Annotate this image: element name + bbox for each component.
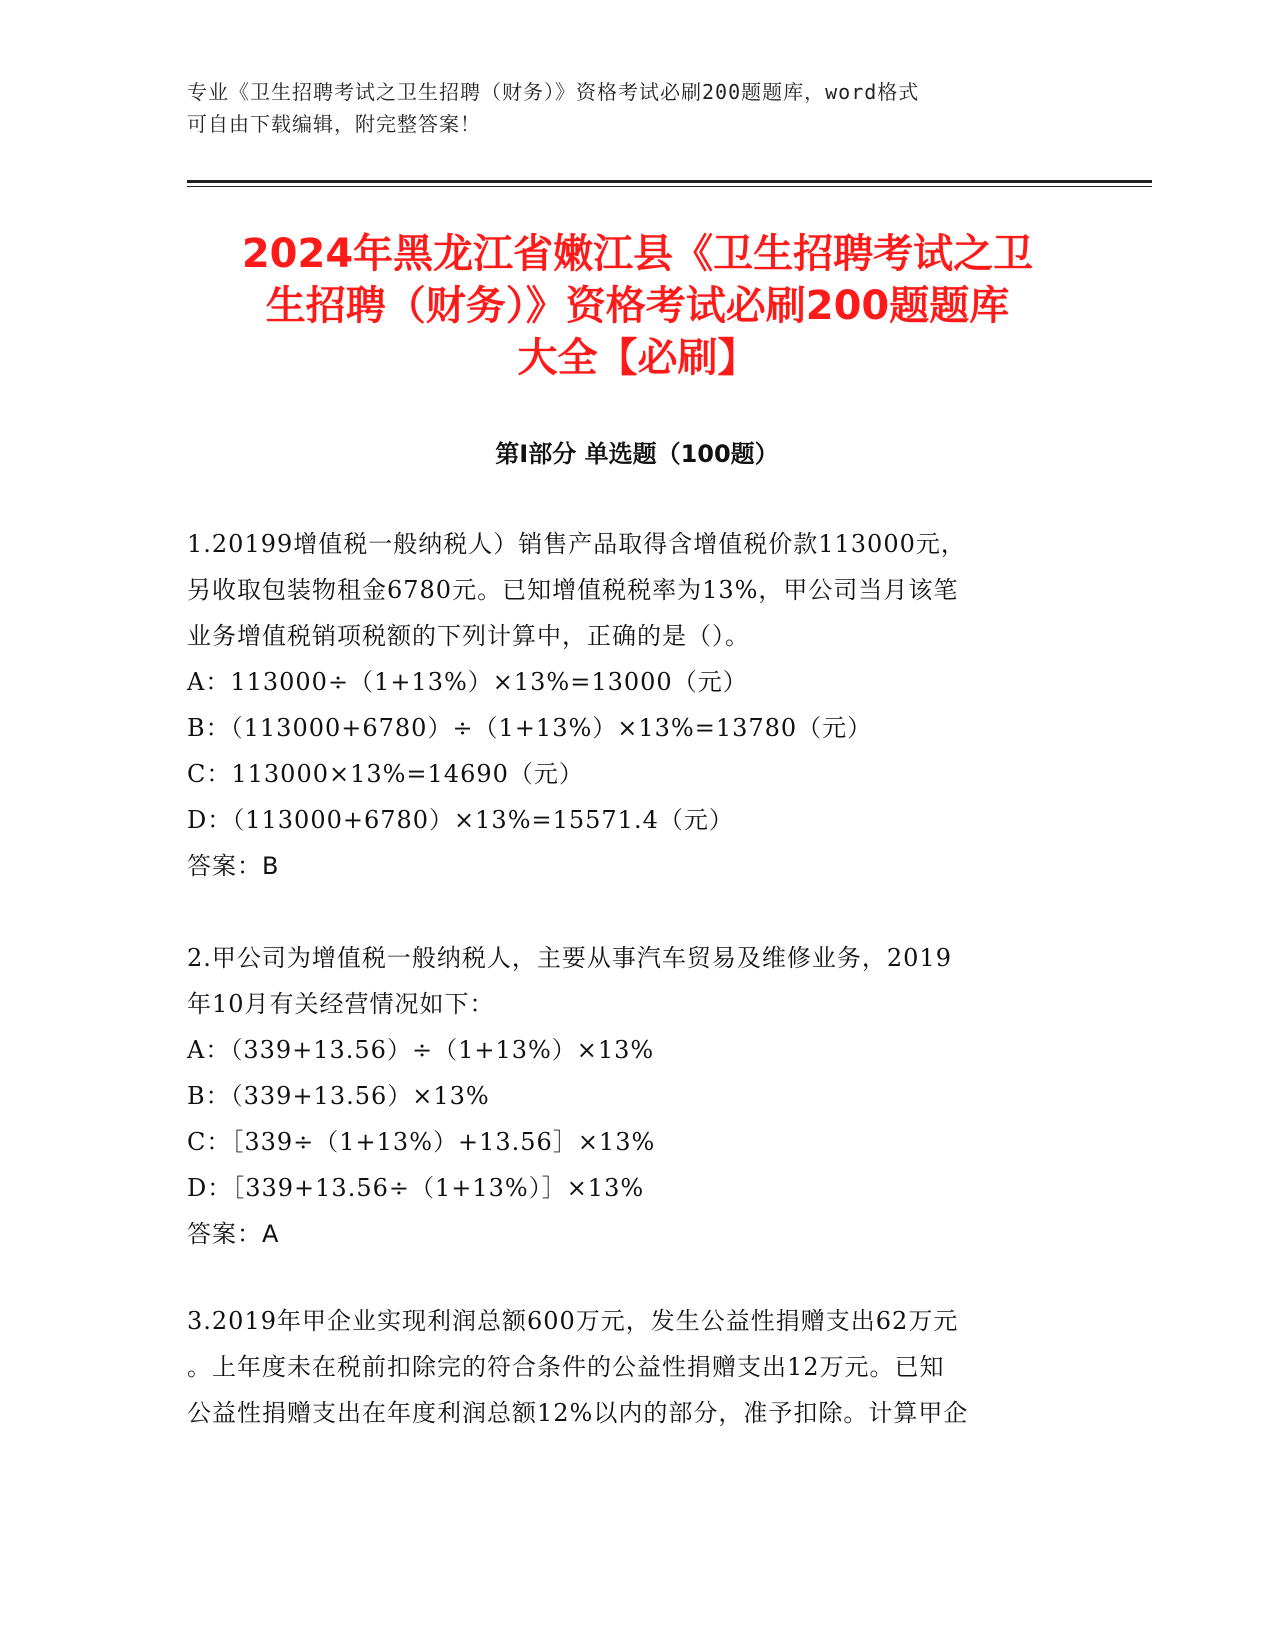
question-stem-line: 。上年度未在税前扣除完的符合条件的公益性捐赠支出12万元。已知 <box>187 1353 945 1381</box>
title-line: 生招聘（财务）》资格考试必刷200题题库 <box>265 283 1010 329</box>
document-title <box>170 228 1105 384</box>
question-3 <box>187 1298 1077 1436</box>
question-stem-line: 1.20199增值税一般纳税人）销售产品取得含增值税价款113000元， <box>187 530 966 558</box>
option-a: A：113000÷（1+13%）×13%=13000（元） <box>187 668 748 696</box>
header-note <box>187 76 1067 140</box>
header-rule-thin <box>187 186 1152 187</box>
title-line: 2024年黑龙江省嫩江县《卫生招聘考试之卫 <box>241 231 1034 277</box>
option-a: A：（339+13.56）÷（1+13%）×13% <box>187 1036 655 1064</box>
question-2 <box>187 935 1077 1257</box>
answer-line: 答案：A <box>187 1220 280 1248</box>
header-note-line: 可自由下载编辑，附完整答案！ <box>187 112 481 136</box>
question-stem-line: 公益性捐赠支出在年度利润总额12%以内的部分，准予扣除。计算甲企 <box>187 1399 969 1427</box>
option-d: D：（113000+6780）×13%=15571.4（元） <box>187 806 734 834</box>
question-1 <box>187 521 1077 889</box>
option-c: C：［339÷（1+13%）+13.56］×13% <box>187 1128 656 1156</box>
title-line: 大全【必刷】 <box>517 335 758 381</box>
question-stem-line: 年10月有关经营情况如下： <box>187 990 495 1018</box>
answer-line: 答案：B <box>187 852 280 880</box>
question-stem-line: 另收取包装物租金6780元。已知增值税税率为13%，甲公司当月该笔 <box>187 576 959 604</box>
header-rule-thick <box>187 180 1152 183</box>
question-stem-line: 业务增值税销项税额的下列计算中，正确的是（）。 <box>187 622 750 650</box>
option-c: C：113000×13%=14690（元） <box>187 760 584 788</box>
question-stem-line: 3.2019年甲企业实现利润总额600万元，发生公益性捐赠支出62万元 <box>187 1307 959 1335</box>
option-b: B：（339+13.56）×13% <box>187 1082 490 1110</box>
option-b: B：（113000+6780）÷（1+13%）×13%=13780（元） <box>187 714 873 742</box>
section-heading: 第I部分 单选题（100题） <box>495 440 779 468</box>
question-stem-line: 2.甲公司为增值税一般纳税人，主要从事汽车贸易及维修业务，2019 <box>187 944 952 972</box>
option-d: D：［339+13.56÷（1+13%）］×13% <box>187 1174 645 1202</box>
header-note-line: 专业《卫生招聘考试之卫生招聘（财务）》资格考试必刷200题题库，word格式 <box>187 80 920 104</box>
